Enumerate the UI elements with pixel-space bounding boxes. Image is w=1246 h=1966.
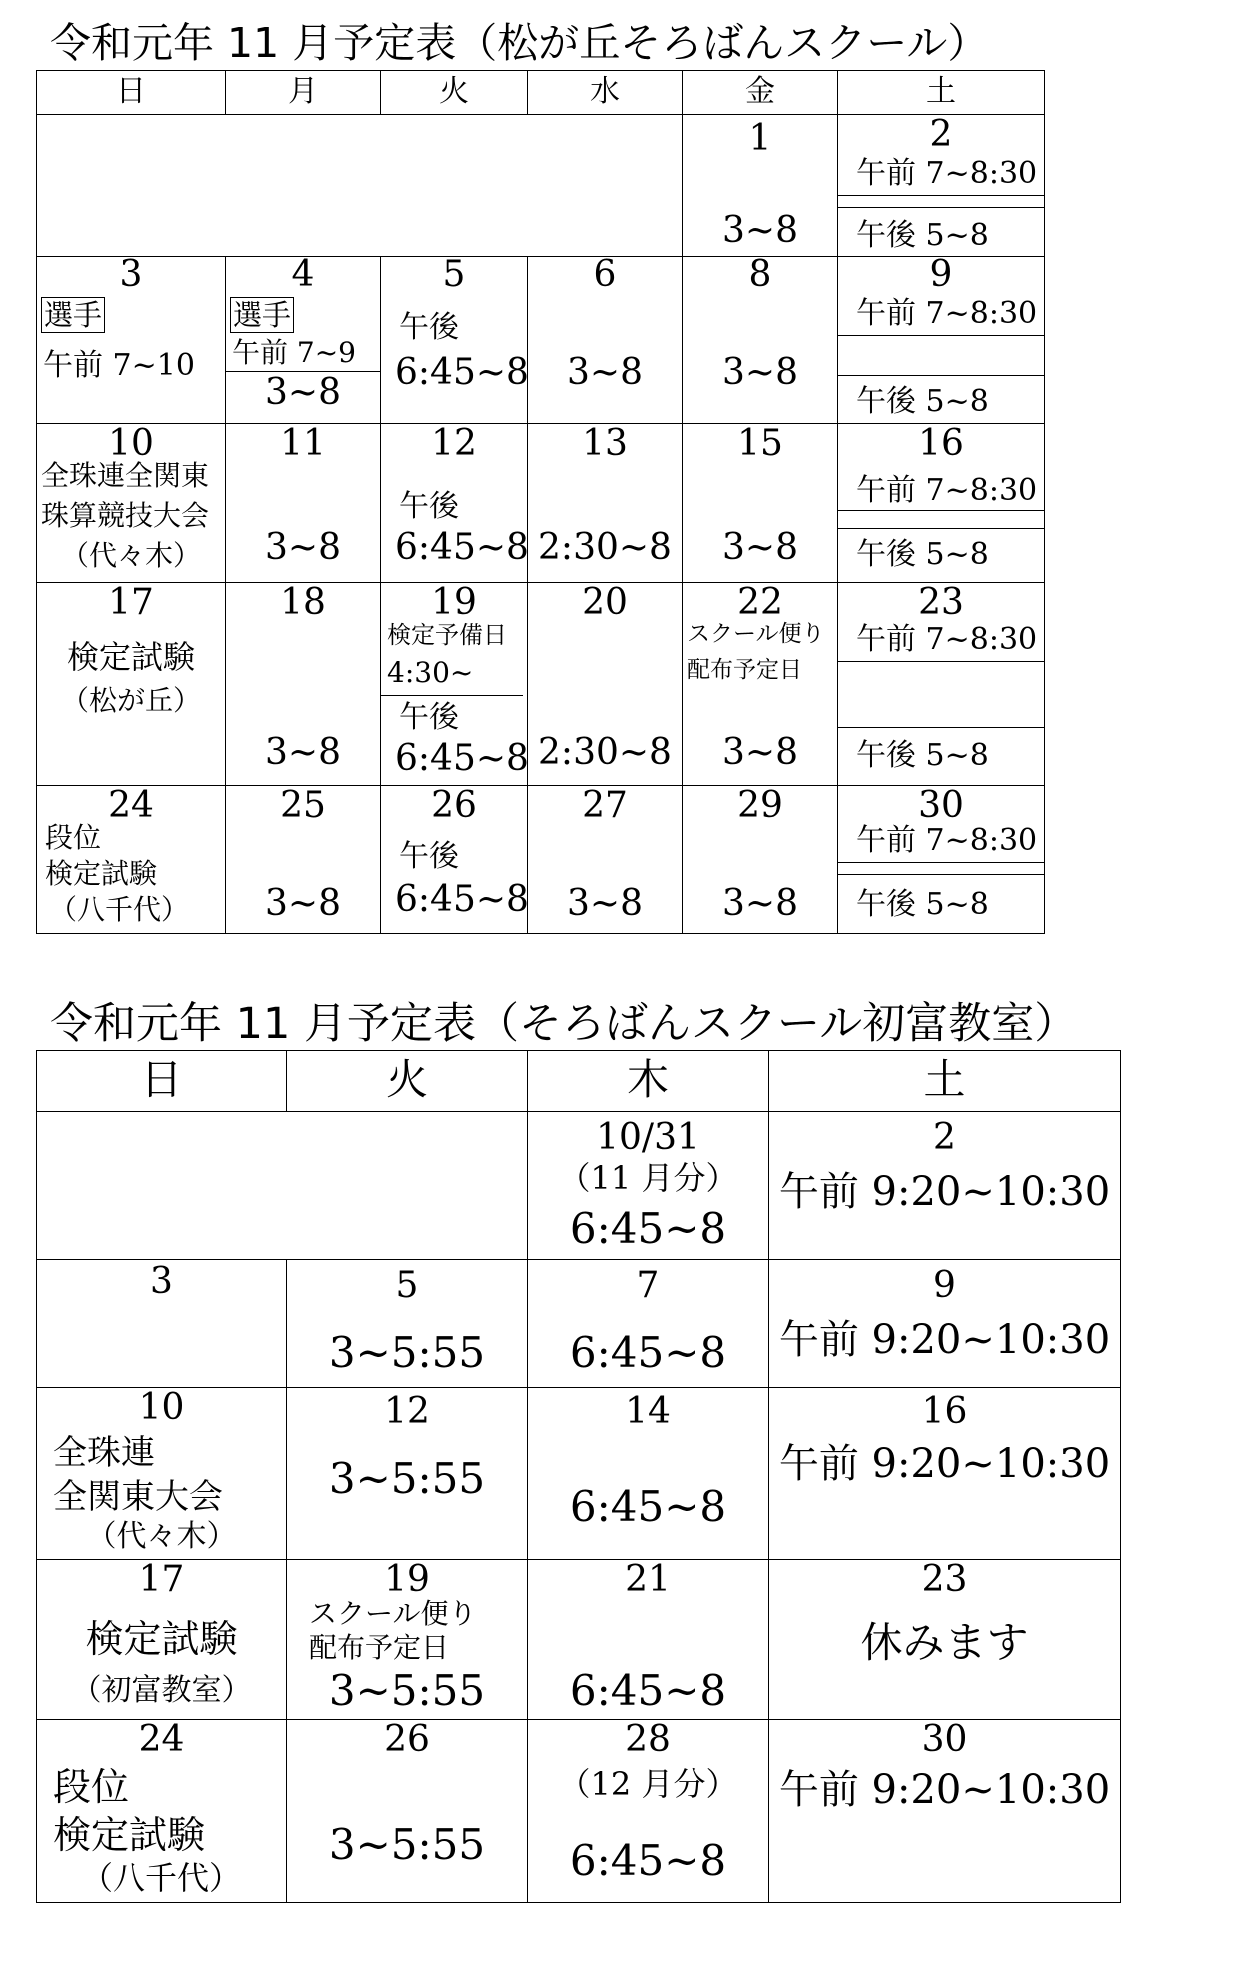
lesson-time: 午前 9:20~10:30: [778, 1441, 1111, 1487]
day-cell: [683, 254, 838, 424]
day-number: 2: [933, 1117, 956, 1158]
header-thursday: 木: [528, 1051, 769, 1112]
day-number: 26: [384, 1719, 430, 1760]
day-number: 26: [431, 785, 477, 826]
day-number: 14: [625, 1391, 671, 1432]
afternoon-time: 午後 5~8: [856, 537, 989, 572]
day-number: 23: [918, 582, 964, 623]
event-line: 珠算競技大会: [41, 499, 210, 532]
day-cell: [226, 786, 381, 934]
lesson-time: 6:45~8: [395, 879, 529, 920]
morning-time: 午前 7~9: [232, 336, 356, 369]
saturday-cell: [838, 115, 1045, 257]
afternoon-label: 午後: [399, 310, 459, 345]
lesson-time: 3~8: [722, 527, 798, 568]
afternoon-time: 午後 5~8: [856, 738, 989, 773]
saturday-cell: [838, 424, 1045, 583]
header-sunday: 日: [37, 71, 226, 115]
day-cell: [528, 583, 683, 786]
day-number: 28: [625, 1719, 671, 1760]
day-number: 29: [737, 785, 783, 826]
event-line: 段位: [53, 1765, 130, 1809]
day-number: 16: [918, 423, 964, 464]
saturday-cell: [769, 1260, 1121, 1388]
lesson-time: 3~5:55: [328, 1666, 486, 1715]
day-number: 7: [636, 1265, 660, 1306]
day-cell: [528, 1560, 769, 1720]
lesson-time: 6:45~8: [395, 352, 529, 393]
morning-time: 午前 7~8:30: [856, 296, 1038, 331]
event-line: 検定試験: [66, 638, 195, 676]
lesson-time: 3~5:55: [328, 1328, 486, 1377]
header-tuesday: 火: [381, 71, 528, 115]
day-number: 19: [431, 582, 477, 623]
day-number: 16: [921, 1391, 968, 1432]
day-cell: [528, 786, 683, 934]
athlete-tag: 選手: [41, 297, 105, 333]
header-saturday: 土: [769, 1051, 1121, 1112]
day-cell: [528, 1112, 769, 1260]
day-number: 18: [280, 582, 326, 623]
event-line: 全珠連: [53, 1433, 155, 1473]
day-cell: [37, 1388, 287, 1560]
event-location: （代々木）: [60, 539, 201, 572]
lesson-time: 2:30~8: [538, 732, 672, 773]
saturday-cell: [769, 1388, 1121, 1560]
event-location: （松が丘）: [60, 684, 201, 717]
header-tuesday: 火: [287, 1051, 528, 1112]
lesson-time: 3~5:55: [328, 1454, 486, 1503]
closed-day-cell: [769, 1560, 1121, 1720]
day-cell: [287, 1720, 528, 1903]
top-calendar-table: [36, 70, 1045, 934]
day-number: 21: [625, 1559, 671, 1600]
day-cell: [381, 583, 528, 786]
afternoon-time: 午後 5~8: [856, 384, 989, 419]
day-number: 10/31: [596, 1117, 700, 1158]
day-number: 2: [929, 114, 953, 155]
top-schedule-title: 令和元年 11 月予定表（松が丘そろばんスクール）: [50, 19, 989, 67]
lesson-time: 3~8: [567, 352, 643, 393]
day-cell: [683, 583, 838, 786]
afternoon-label: 午後: [399, 839, 459, 874]
saturday-cell: [838, 786, 1045, 934]
day-cell: [37, 583, 226, 786]
day-cell: [37, 1720, 287, 1903]
bottom-schedule-title: 令和元年 11 月予定表（そろばんスクール初富教室）: [50, 999, 1078, 1049]
day-cell: [381, 254, 529, 424]
day-cell: [37, 254, 226, 424]
lesson-time: 3~5:55: [328, 1820, 486, 1869]
afternoon-label: 午後: [399, 700, 459, 735]
lesson-time: 2:30~8: [538, 527, 672, 568]
lesson-time: 3~8: [265, 883, 341, 924]
lesson-time: 3~8: [567, 883, 643, 924]
lesson-time: 午前 9:20~10:30: [778, 1317, 1111, 1363]
event-line: 段位: [45, 821, 102, 854]
event-location: （代々木）: [86, 1519, 237, 1554]
day-number: 17: [138, 1559, 185, 1600]
lesson-time: 6:45~8: [569, 1204, 727, 1253]
empty-cell: [37, 1112, 528, 1260]
day-number: 9: [929, 254, 953, 295]
day-number: 24: [138, 1719, 185, 1760]
lesson-time: 3~8: [265, 732, 341, 773]
afternoon-label: 午後: [399, 489, 459, 524]
morning-time: 午前 7~8:30: [856, 622, 1038, 657]
lesson-time: 6:45~8: [395, 527, 529, 568]
day-number: 27: [582, 785, 628, 826]
morning-time: 午前 7~8:30: [856, 823, 1038, 858]
newsletter-note: スクール便り: [687, 621, 825, 647]
newsletter-note: 配布予定日: [687, 657, 802, 683]
newsletter-note: 配布予定日: [309, 1631, 450, 1664]
day-number: 4: [291, 254, 315, 295]
header-saturday: 土: [838, 71, 1045, 115]
closed-day-cell: [37, 1260, 287, 1388]
lesson-time: 午前 9:20~10:30: [778, 1169, 1111, 1215]
lesson-time: 午前 7~10: [43, 348, 195, 383]
day-number: 23: [921, 1559, 968, 1600]
day-number: 12: [431, 423, 477, 464]
saturday-cell: [838, 254, 1045, 424]
day-number: 5: [442, 254, 466, 295]
morning-time: 午前 7~8:30: [856, 473, 1038, 508]
day-cell: [528, 1720, 769, 1903]
day-number: 25: [280, 785, 326, 826]
day-number: 10: [138, 1387, 185, 1428]
event-line: 検定試験: [53, 1813, 206, 1857]
day-number: 22: [737, 582, 783, 623]
lesson-time: 午前 9:20~10:30: [778, 1767, 1111, 1813]
header-monday: 月: [226, 71, 381, 115]
day-number: 9: [933, 1265, 956, 1306]
event-line: 検定試験: [85, 1617, 238, 1661]
lesson-time: 6:45~8: [569, 1328, 727, 1377]
event-line: 検定試験: [45, 857, 158, 890]
day-number: 30: [921, 1719, 968, 1760]
day-cell: [381, 786, 528, 934]
day-number: 3: [150, 1261, 173, 1302]
morning-time: 午前 7~8:30: [856, 156, 1038, 191]
reserve-exam-note: 検定予備日: [387, 621, 507, 649]
month-note: （12 月分）: [558, 1765, 738, 1803]
event-line: 全珠連全関東: [41, 459, 210, 492]
day-cell: [37, 1560, 287, 1720]
saturday-cell: [769, 1112, 1121, 1260]
athlete-tag: 選手: [230, 297, 294, 333]
day-number: 6: [593, 254, 617, 295]
day-cell: [287, 1260, 528, 1388]
day-number: 15: [737, 423, 783, 464]
day-cell: [381, 424, 528, 583]
day-cell: [226, 424, 381, 583]
event-location: （八千代）: [49, 893, 190, 926]
day-cell: [37, 786, 226, 934]
event-location: （八千代）: [81, 1859, 242, 1897]
saturday-cell: [769, 1720, 1121, 1903]
lesson-time: 3~8: [722, 210, 798, 251]
afternoon-time: 午後 5~8: [856, 218, 989, 253]
lesson-time: 6:45~8: [395, 738, 529, 779]
day-number: 8: [748, 254, 772, 295]
day-number: 24: [108, 785, 154, 826]
day-cell: [226, 254, 381, 424]
event-line: 全関東大会: [53, 1477, 223, 1517]
day-cell: [528, 1260, 769, 1388]
day-cell: [528, 254, 683, 424]
day-number: 11: [280, 423, 326, 464]
empty-cell: [37, 115, 683, 257]
lesson-time: 6:45~8: [569, 1836, 727, 1885]
day-cell: [528, 1388, 769, 1560]
day-cell: [37, 424, 226, 583]
lesson-time: 3~8: [265, 527, 341, 568]
header-friday: 金: [683, 71, 838, 115]
lesson-time: 3~8: [265, 372, 341, 413]
day-number: 20: [582, 582, 628, 623]
header-sunday: 日: [37, 1051, 287, 1112]
lesson-time: 3~8: [722, 883, 798, 924]
lesson-time: 6:45~8: [569, 1482, 727, 1531]
lesson-time: 3~8: [722, 352, 798, 393]
day-number: 17: [108, 582, 154, 623]
lesson-time: 6:45~8: [569, 1666, 727, 1715]
bottom-calendar-table: [36, 1050, 1121, 1903]
header-wednesday: 水: [528, 71, 683, 115]
month-note: （11 月分）: [558, 1159, 738, 1197]
day-number: 30: [918, 785, 964, 826]
day-cell: [528, 424, 683, 583]
day-number: 1: [748, 118, 772, 159]
day-number: 13: [582, 423, 628, 464]
day-cell: [683, 424, 838, 583]
newsletter-note: スクール便り: [309, 1597, 477, 1630]
afternoon-time: 午後 5~8: [856, 887, 989, 922]
reserve-exam-time: 4:30~: [387, 656, 474, 689]
day-number: 10: [108, 423, 154, 464]
event-location: （初富教室）: [71, 1673, 252, 1708]
day-cell: [226, 583, 381, 786]
lesson-time: 3~8: [722, 732, 798, 773]
day-cell: [683, 115, 838, 257]
day-cell: [287, 1388, 528, 1560]
day-number: 12: [384, 1391, 430, 1432]
saturday-cell: [838, 583, 1045, 786]
closed-note: 休みます: [860, 1618, 1029, 1667]
day-cell: [683, 786, 838, 934]
day-number: 5: [395, 1265, 419, 1306]
day-cell: [287, 1560, 528, 1720]
day-number: 19: [384, 1559, 430, 1600]
day-number: 3: [119, 254, 143, 295]
